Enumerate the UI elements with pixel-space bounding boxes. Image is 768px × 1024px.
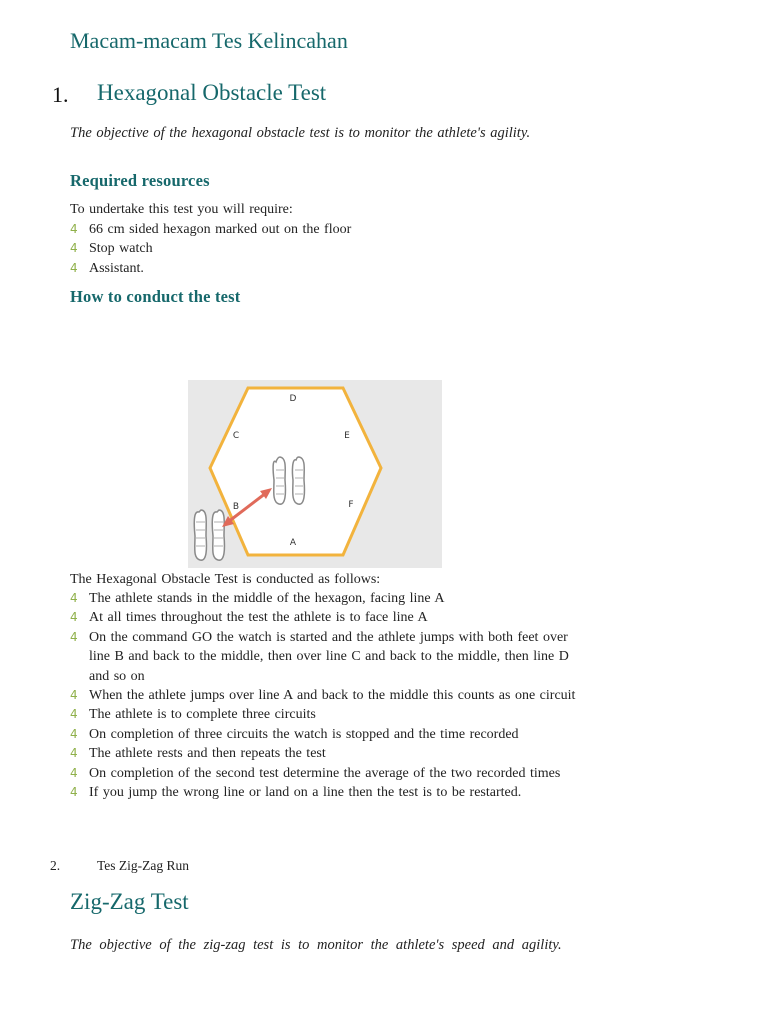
footprints-outside-icon [194, 510, 224, 560]
list-item: 4 When the athlete jumps over line A and back to the middle this counts as one circuit [70, 686, 585, 705]
steps-intro: The Hexagonal Obstacle Test is conducted as follows: [70, 572, 381, 587]
list-item: 4 The athlete stands in the middle of the hexagon, facing line A [70, 589, 585, 608]
list-item: 4 The athlete rests and then repeats the test [70, 744, 585, 763]
bullet-icon: 4 [70, 610, 78, 625]
list-item: 4 On completion of three circuits the watch is stopped and the time recorded [70, 725, 585, 744]
bullet-icon: 4 [70, 746, 78, 761]
label-f: F [348, 500, 354, 510]
section2-heading: Tes Zig-Zag Run [97, 858, 190, 873]
label-a: A [289, 538, 297, 548]
list-item: 4 Stop watch [70, 239, 351, 258]
conduct-heading: How to conduct the test [70, 287, 241, 306]
list-item: 4 The athlete is to complete three circuits [70, 705, 585, 724]
resources-list [70, 220, 351, 278]
bullet-icon: 4 [70, 707, 78, 722]
bullet-icon: 4 [70, 726, 78, 741]
label-e: E [344, 431, 350, 441]
list-item: 4 On completion of the second test determine the average of the two recorded times [70, 764, 585, 783]
bullet-icon: 4 [70, 629, 78, 644]
zigzag-intro: The objective of the zig-zag test is to monitor the athlete's speed and agility. [70, 937, 562, 953]
bullet-icon: 4 [70, 765, 78, 780]
zigzag-title: Zig-Zag Test [70, 889, 189, 914]
bullet-icon: 4 [70, 260, 78, 275]
section-number: 1. [52, 82, 69, 107]
list-item: 4 At all times throughout the test the athlete is to face line A [70, 608, 585, 627]
label-b: B [232, 502, 240, 512]
resources-intro: To undertake this test you will require: [70, 202, 293, 217]
bullet-icon: 4 [70, 222, 78, 236]
bullet-icon: 4 [70, 591, 78, 605]
section-title: Hexagonal Obstacle Test [97, 80, 327, 105]
steps-list [70, 589, 585, 802]
label-c: C [232, 431, 240, 441]
bullet-icon: 4 [70, 785, 78, 800]
list-item: 4 Assistant. [70, 259, 351, 278]
hexagon-diagram [188, 380, 442, 568]
document-title: Macam-macam Tes Kelincahan [70, 28, 348, 53]
list-item: 4 If you jump the wrong line or land on a line then the test is to be restarted. [70, 783, 585, 802]
bullet-icon: 4 [70, 688, 78, 703]
section-intro: The objective of the hexagonal obstacle test is to monitor the athlete's agility. [70, 125, 531, 141]
hexagon-svg [188, 380, 442, 568]
section2-number: 2. [50, 858, 61, 873]
bullet-icon: 4 [70, 241, 78, 256]
resources-heading: Required resources [70, 171, 210, 190]
list-item: 4 66 cm sided hexagon marked out on the floor [70, 220, 351, 239]
list-item: 4 On the command GO the watch is started and the athlete jumps with both feet over line B and back to the middle, then over line C and back to the middle, then line D and so on [70, 629, 569, 684]
label-d: D [289, 394, 297, 404]
